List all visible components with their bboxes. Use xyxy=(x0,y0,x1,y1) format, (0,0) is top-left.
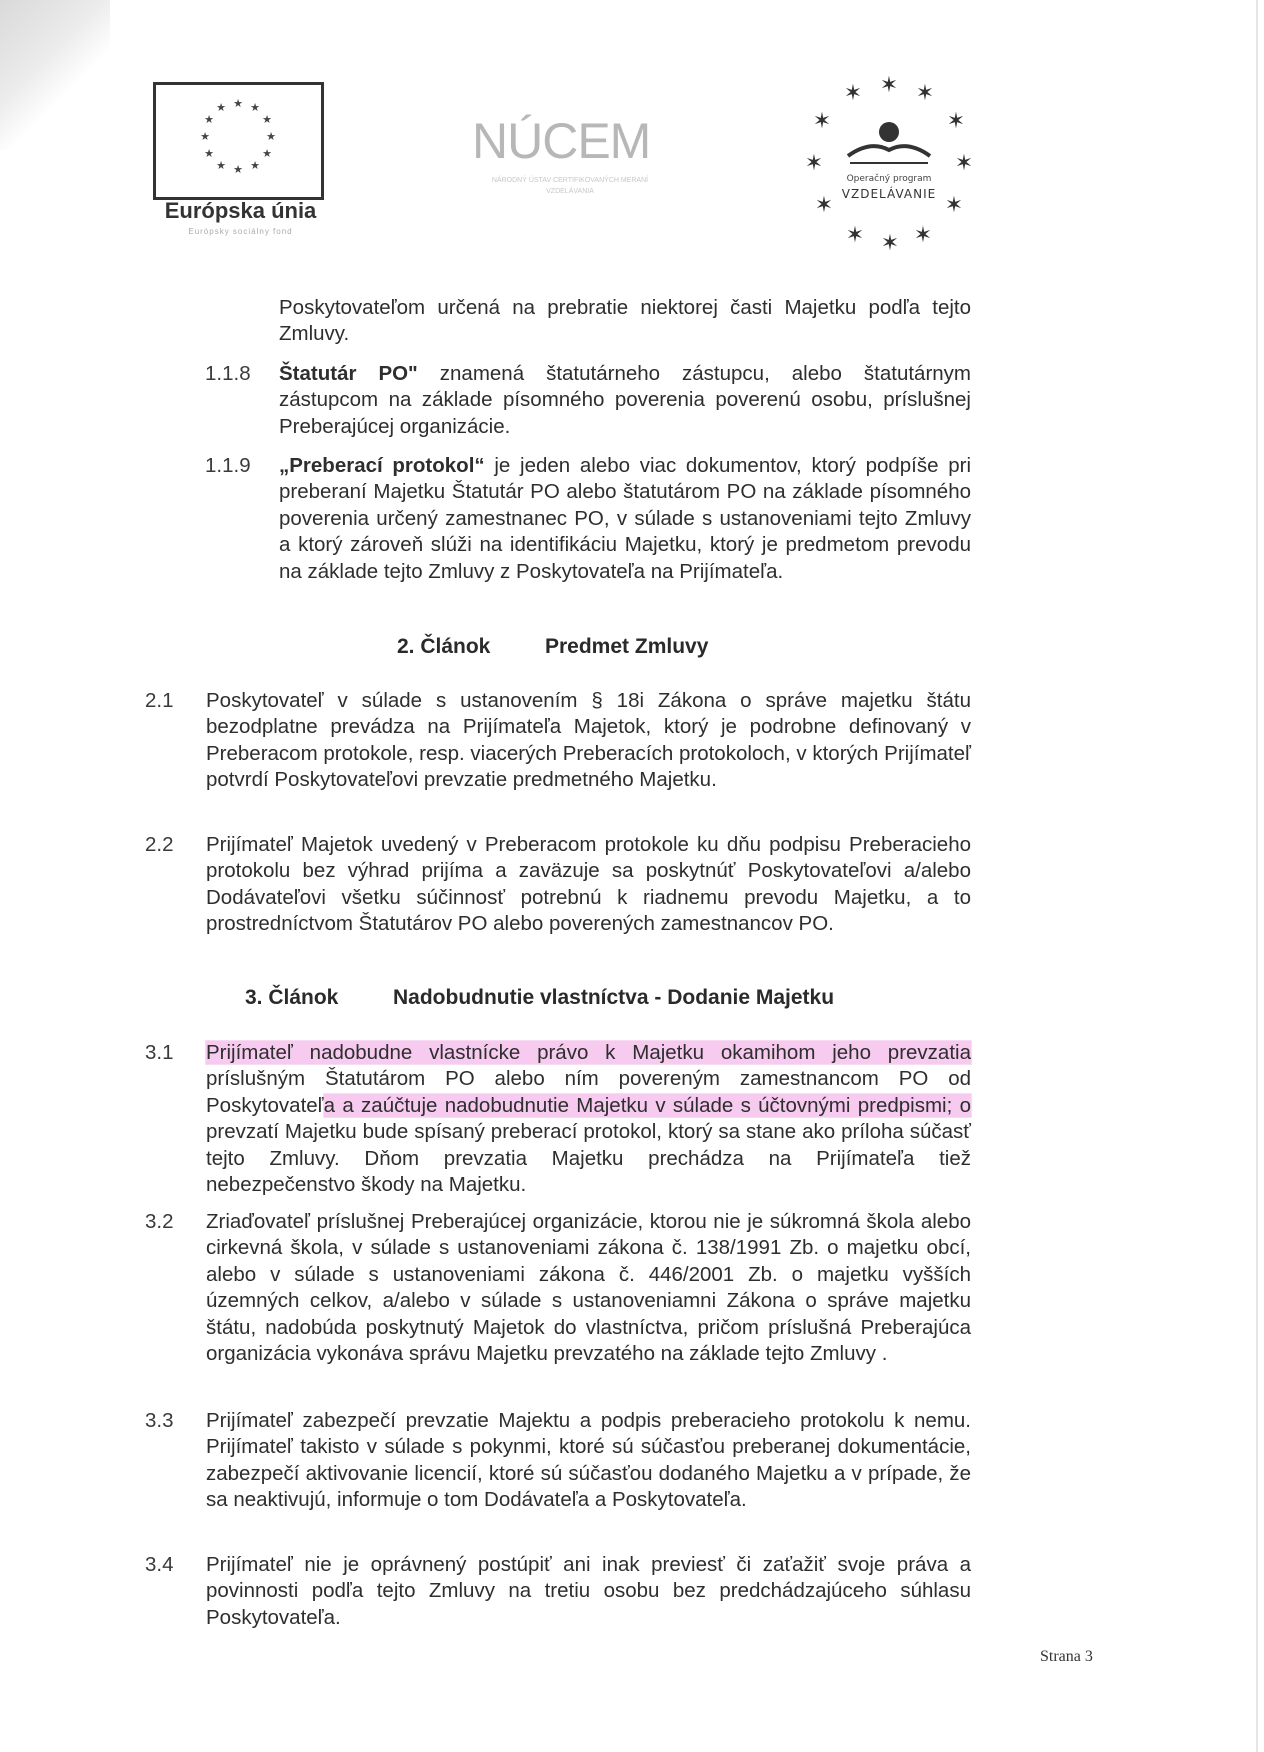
item-3-1-segment-2: príslušným Štatutárom PO alebo ním povereným zamestnancom PO od Poskytovateľ xyxy=(206,1067,971,1117)
svg-text:★: ★ xyxy=(250,101,260,114)
svg-text:✶: ✶ xyxy=(804,151,824,176)
item-2-1-text: Poskytovateľ v súlade s ustanovením § 18i Zákona o správe majetku štátu bezodplatne prevádza na Prijímateľa Majetok, ktorý je podrobne definovaný v Preberacom protokole, resp. viacerých Preberacích protokoloch, v ktorých Prijímateľ potvrdí Poskytovateľovi prevzatie predmetného Majetku. xyxy=(206,689,971,792)
svg-text:★: ★ xyxy=(200,130,210,143)
svg-text:★: ★ xyxy=(216,101,226,114)
article-3-title: Nadobudnutie vlastníctva - Dodanie Majetku xyxy=(393,986,835,1009)
svg-text:✶: ✶ xyxy=(913,223,933,248)
article-2-title: Predmet Zmluvy xyxy=(545,635,709,658)
article-2-number: 2. Článok xyxy=(397,635,491,658)
def-119-term: „Preberací protokol“ xyxy=(279,454,485,477)
nucem-subtitle: NÁRODNÝ ÚSTAV CERTIFIKOVANÝCH MERANÍ VZDELÁVANIA xyxy=(491,177,649,195)
article-3-number: 3. Článok xyxy=(245,986,339,1009)
item-3-3-number: 3.3 xyxy=(145,1409,174,1432)
item-2-2-number: 2.2 xyxy=(145,833,174,856)
eu-title: Európska únia xyxy=(164,198,317,223)
scan-corner-shadow xyxy=(0,0,110,150)
item-3-1-text xyxy=(206,1040,971,1198)
item-3-4-text: Prijímateľ nie je oprávnený postúpiť ani inak previesť či zaťažiť svoje práva a povinnosti podľa tejto Zmluvy na tretiu osobu bez predchádzajúceho súhlasu Poskytovateľa. xyxy=(206,1553,971,1629)
item-3-1-segment-4: prevzatí Majetku bude spísaný preberací protokol, ktorý sa stane ako príloha súčasť tejto Zmluvy. Dňom prevzatia Majetku prechádza na Prijímateľa tiež nebezpečenstvo škody na Majetku. xyxy=(206,1120,971,1197)
item-3-1-number: 3.1 xyxy=(145,1041,174,1064)
item-3-4-number: 3.4 xyxy=(145,1553,174,1576)
svg-text:✶: ✶ xyxy=(814,193,834,218)
nucem-logo: NÚCEM xyxy=(472,113,651,169)
def-118-term: Štatutár PO" xyxy=(279,362,418,385)
svg-text:★: ★ xyxy=(233,163,243,176)
svg-text:✶: ✶ xyxy=(944,193,964,218)
svg-text:✶: ✶ xyxy=(915,81,935,106)
highlight-segment-1: Prijímateľ nadobudne vlastnícke právo k Majetku okamihom jeho prevzatia xyxy=(206,1041,971,1064)
svg-text:★: ★ xyxy=(266,130,276,143)
page-number: Strana 3 xyxy=(1040,1648,1093,1665)
def-118-number: 1.1.8 xyxy=(205,362,251,385)
eu-subtitle: Európsky sociálny fond xyxy=(188,227,293,236)
svg-text:✶: ✶ xyxy=(812,109,832,134)
def-118-text: znamená štatutárneho zástupcu, alebo štatutárnym zástupcom na základe písomného poverenia poverenú osobu, príslušnej Preberajúcej organizácie. xyxy=(279,362,971,438)
continuation-paragraph: Poskytovateľom určená na prebratie niektorej časti Majetku podľa tejto Zmluvy. xyxy=(279,296,971,346)
item-2-2-text: Prijímateľ Majetok uvedený v Preberacom protokole ku dňu podpisu Preberacieho protokolu bez výhrad prijíma a zaväzuje sa poskytnúť Poskytovateľovi a/alebo Dodávateľovi všetku súčinnosť potrebnú k riadnemu prevodu Majetku, a to prostredníctvom Štatutárov PO alebo poverených zamestnancov PO. xyxy=(206,833,971,936)
svg-text:✶: ✶ xyxy=(954,151,974,176)
op-vzdelavanie-logo xyxy=(800,70,980,265)
svg-text:★: ★ xyxy=(262,113,272,126)
item-3-2-text: Zriaďovateľ príslušnej Preberajúcej organizácie, ktorou nie je súkromná škola alebo cirkevná škola, v súlade s ustanoveniami zákona č. 138/1991 Zb. o majetku obcí, alebo v súlade s ustanoveniami zákona č. 446/2001 Zb. o majetku vyšších územných celkov, a/alebo v súlade s ustanoveniamni Zákona o správe majetku štátu, nadobúda poskytnutý Majetok do vlastníctva, pričom príslušná Preberajúca organizácia vykonáva správu Majetku prevzatého na základe tejto Zmluvy . xyxy=(206,1210,971,1366)
item-3-3-text: Prijímateľ zabezpečí prevzatie Majektu a podpis preberacieho protokolu k nemu. Prijímateľ takisto v súlade s pokynmi, ktoré sú súčasťou preberanej dokumentácie, zabezpečí aktivovanie licencií, ktoré sú súčasťou dodaného Majetku a v prípade, že sa neaktivujú, informuje o tom Dodávateľa a Poskytovateľa. xyxy=(206,1409,971,1512)
svg-text:★: ★ xyxy=(216,159,226,172)
svg-text:✶: ✶ xyxy=(946,109,966,134)
eu-flag-logo xyxy=(153,82,324,200)
svg-text:★: ★ xyxy=(262,147,272,160)
svg-text:★: ★ xyxy=(233,97,243,110)
def-118-paragraph xyxy=(279,361,971,440)
svg-text:★: ★ xyxy=(204,147,214,160)
def-119-number: 1.1.9 xyxy=(205,454,251,477)
svg-text:✶: ✶ xyxy=(880,231,900,256)
item-3-2-number: 3.2 xyxy=(145,1210,174,1233)
def-119-paragraph xyxy=(279,453,971,585)
item-2-1-number: 2.1 xyxy=(145,689,174,712)
def-119-text: je jeden alebo viac dokumentov, ktorý podpíše pri preberaní Majetku Štatutár PO alebo štatutárom PO na základe písomného poverenia určený zamestnanec PO, v súlade s ustanoveniami tejto Zmluvy a ktorý zároveň slúži na identifikáciu Majetku, ktorý je predmetom prevodu na základe tejto Zmluvy z Poskytovateľa na Prijímateľa. xyxy=(279,454,972,583)
svg-text:✶: ✶ xyxy=(843,81,863,106)
op-line1: Operačný program xyxy=(846,174,932,184)
svg-text:✶: ✶ xyxy=(845,223,865,248)
op-line2: VZDELÁVANIE xyxy=(841,187,937,201)
svg-text:★: ★ xyxy=(250,159,260,172)
svg-text:★: ★ xyxy=(204,113,214,126)
highlight-segment-2: a a zaúčtuje nadobudnutie Majetku v súlade s účtovnými predpismi; o xyxy=(323,1093,971,1117)
svg-text:✶: ✶ xyxy=(879,73,899,98)
scan-right-edge xyxy=(1256,0,1258,1752)
